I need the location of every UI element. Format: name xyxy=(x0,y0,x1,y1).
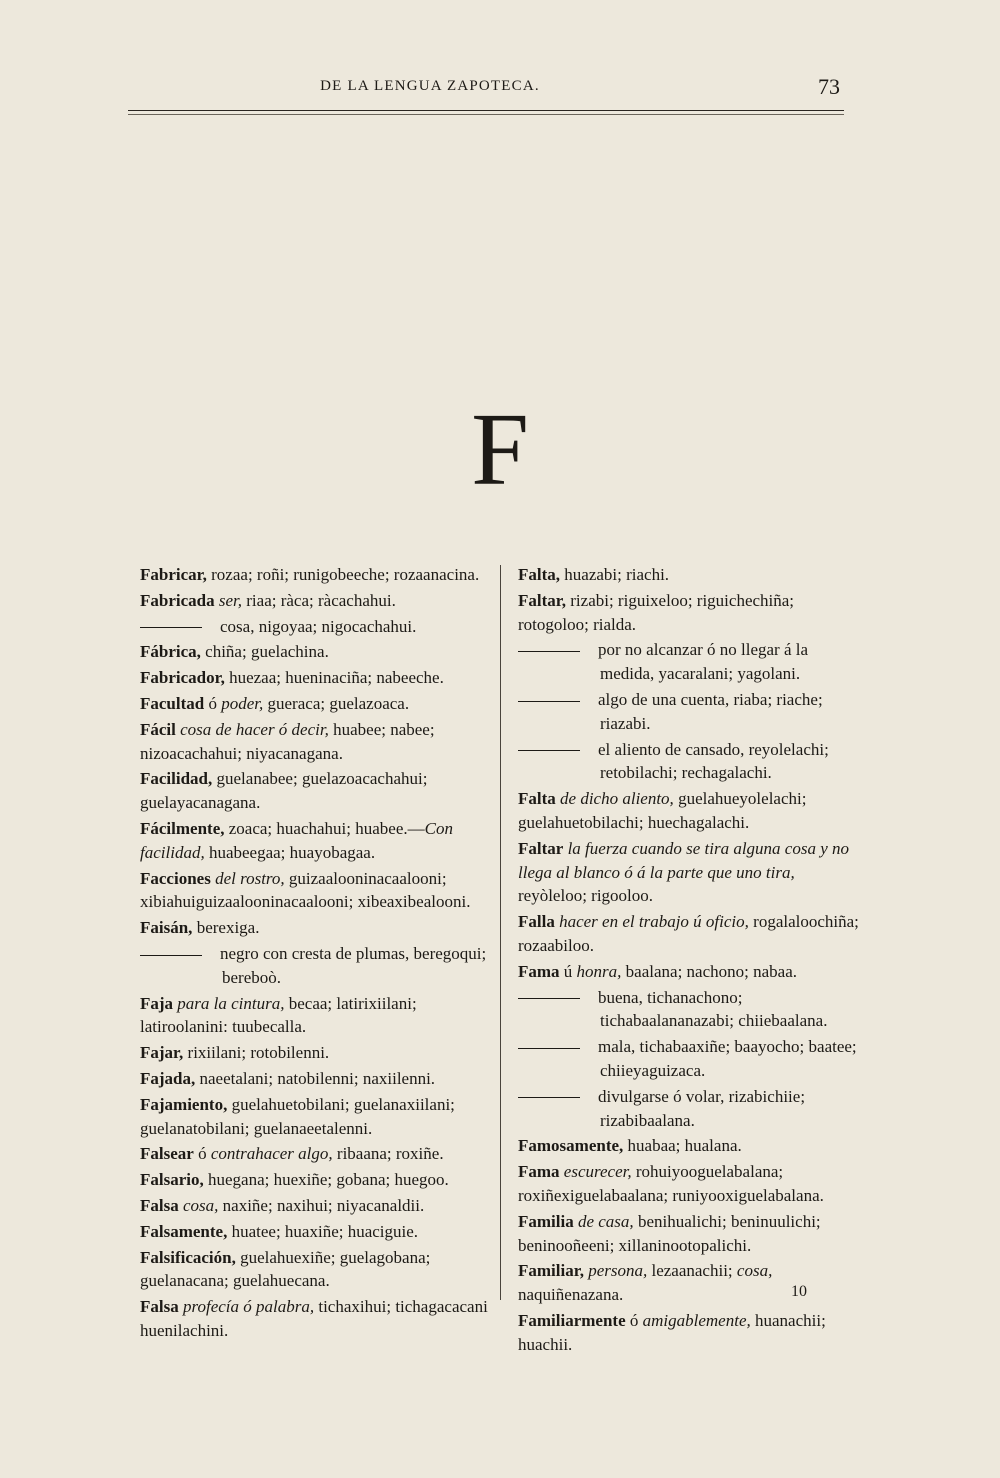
sub-entry xyxy=(518,638,864,686)
entry-gloss: de casa, xyxy=(573,1211,634,1231)
sub-entry xyxy=(518,688,864,736)
dictionary-entry xyxy=(140,767,488,815)
repeat-dash xyxy=(140,627,202,628)
entry-gloss: escurecer, xyxy=(559,1162,632,1182)
entry-gloss: del rostro, xyxy=(210,868,285,888)
entry-headword: Falsear xyxy=(140,1144,194,1164)
left-column xyxy=(140,563,488,1345)
dictionary-entry xyxy=(140,1142,488,1166)
section-letter: F xyxy=(471,392,529,507)
dictionary-entry xyxy=(518,589,864,637)
entry-headword: Fabricador, xyxy=(140,668,225,688)
repeat-dash xyxy=(518,701,580,702)
sub-entry xyxy=(518,1035,864,1083)
entry-translation: rogalaloochiña; rozaabiloo. xyxy=(518,912,859,955)
dictionary-entry xyxy=(518,1134,864,1158)
entry-translation: ó xyxy=(193,1144,211,1164)
entry-gloss: para la cintura, xyxy=(173,993,285,1013)
entry-headword: Fácil xyxy=(140,719,176,739)
entry-headword: Familiarmente xyxy=(518,1310,626,1330)
dictionary-entry xyxy=(140,867,488,915)
entry-gloss: por no alcanzar ó no llegar á la medida, xyxy=(598,640,809,684)
right-column xyxy=(518,563,864,1359)
dictionary-entry xyxy=(518,563,864,587)
dictionary-entry xyxy=(140,1246,488,1294)
entry-translation: rohuiyooguelabalana; roxiñexiguelabaalana; runiyooxiguelabalana. xyxy=(518,1162,824,1205)
repeat-dash xyxy=(518,1097,580,1098)
repeat-dash xyxy=(518,1048,580,1049)
entry-headword: Fábrica, xyxy=(140,642,201,662)
entry-headword: Fama xyxy=(518,961,560,981)
entry-headword: Faisán, xyxy=(140,918,193,938)
entry-headword: Facilidad, xyxy=(140,769,213,789)
entry-translation: zoaca; huachahui; huabee.— xyxy=(224,818,425,838)
entry-gloss: profecía ó palabra, xyxy=(178,1297,315,1317)
entry-headword: Facultad xyxy=(140,693,205,713)
entry-translation: huegana; huexiñe; gobana; huegoo. xyxy=(203,1170,449,1190)
entry-translation: guelahuetobilani; guelanaxiilani; guelanatobilani; guelanaeetalenni. xyxy=(140,1094,455,1138)
entry-translation-2: baalana; nachono; nabaa. xyxy=(621,961,797,981)
entry-gloss: hacer en el trabajo ú oficio, xyxy=(554,912,749,932)
dictionary-entry xyxy=(518,1309,864,1357)
entry-headword: Falta, xyxy=(518,565,561,584)
entry-translation-2: naquiñenazana. xyxy=(518,1285,624,1305)
dictionary-entry xyxy=(140,1067,488,1091)
sub-entry xyxy=(518,738,864,786)
dictionary-entry xyxy=(140,1295,488,1343)
entry-translation: nigoyaa; nigocachahui. xyxy=(254,616,417,636)
dictionary-entry xyxy=(140,589,488,613)
dictionary-entry xyxy=(140,992,488,1040)
entry-gloss: mala, xyxy=(598,1037,636,1057)
entry-gloss: la fuerza cuando se tira alguna cosa y no llega al blanco ó á la parte que uno tira, xyxy=(518,838,849,882)
dictionary-entry xyxy=(140,1194,488,1218)
entry-translation-2: ribaana; roxiñe. xyxy=(332,1144,444,1164)
entry-gloss: el aliento de cansado, xyxy=(598,739,745,759)
entry-gloss: divulgarse ó volar, xyxy=(598,1086,725,1106)
entry-gloss: algo de una cuenta, xyxy=(598,689,730,709)
entry-headword: Facciones xyxy=(140,868,211,888)
entry-translation: naxiñe; naxihui; niyacanaldii. xyxy=(218,1195,425,1215)
sub-entry xyxy=(518,1085,864,1133)
entry-headword: Familiar, xyxy=(518,1261,584,1281)
entry-gloss: cosa, xyxy=(220,616,255,636)
entry-translation: berexiga. xyxy=(192,918,260,938)
dictionary-entry xyxy=(518,960,864,984)
entry-headword: Faltar, xyxy=(518,590,567,610)
entry-gloss: cosa de hacer ó decir, xyxy=(175,719,329,739)
dictionary-entry xyxy=(518,837,864,908)
dictionary-entry xyxy=(140,916,488,940)
repeat-dash xyxy=(518,651,580,652)
page-number: 73 xyxy=(818,74,840,99)
entry-translation-2: gueraca; guelazoaca. xyxy=(263,693,410,713)
dictionary-entry xyxy=(140,1220,488,1244)
entry-translation: beregoqui; bereboò. xyxy=(222,943,487,987)
sub-entry xyxy=(140,615,488,639)
entry-translation: benihualichi; beninuulichi; beninooñeeni; xillaninootopalichi. xyxy=(518,1211,821,1255)
entry-headword: Fajamiento, xyxy=(140,1094,228,1114)
entry-translation: ó xyxy=(204,693,222,713)
dictionary-entry xyxy=(518,1210,864,1258)
entry-translation: ó xyxy=(625,1310,643,1330)
sub-entry xyxy=(140,942,488,990)
entry-headword: Faja xyxy=(140,993,174,1013)
entry-translation: reyolelachi; retobilachi; rechagalachi. xyxy=(600,739,829,783)
entry-translation: rizabichiie; rizabibaalana. xyxy=(600,1086,806,1130)
entry-translation: ú xyxy=(559,961,577,981)
entry-headword: Falta xyxy=(518,789,556,809)
signature-mark: 10 xyxy=(791,1283,807,1300)
entry-gloss: negro con cresta de plumas, xyxy=(220,943,410,963)
repeat-dash xyxy=(518,750,580,751)
entry-translation: guelahuexiñe; guelagobana; guelanacana; guelahuecana. xyxy=(140,1247,431,1291)
dictionary-entry xyxy=(518,910,864,958)
entry-headword: Falla xyxy=(518,912,555,932)
entry-gloss: buena, xyxy=(598,987,643,1007)
entry-translation: huazabi; riachi. xyxy=(560,565,670,584)
entry-headword: Falsa xyxy=(140,1195,179,1215)
running-title: DE LA LENGUA ZAPOTECA. xyxy=(320,78,540,94)
entry-headword: Faltar xyxy=(518,838,564,858)
dictionary-entry xyxy=(140,1041,488,1065)
entry-gloss-2: Con facilidad, xyxy=(140,818,453,862)
dictionary-entry xyxy=(518,787,864,835)
entry-translation: guelanabee; guelazoacachahui; guelayacanagana. xyxy=(140,769,428,813)
dictionary-entry xyxy=(140,563,488,587)
entry-headword: Falsificación, xyxy=(140,1247,236,1267)
entry-translation: tichanachono; tichabaalananazabi; chiiebaalana. xyxy=(600,987,828,1031)
entry-translation: riaa; ràca; ràcachahui. xyxy=(242,590,396,610)
entry-headword: Fabricar, xyxy=(140,565,207,584)
entry-translation: tichabaaxiñe; baayocho; baatee; chiieyaguizaca. xyxy=(600,1037,857,1080)
dictionary-entry xyxy=(140,692,488,716)
entry-translation: guizaalooninacaalooni; xibiahuiguizaalooninacaalooni; xibeaxibealooni. xyxy=(140,868,471,912)
entry-gloss-2: honra, xyxy=(576,961,622,981)
entry-gloss-2: cosa, xyxy=(736,1261,773,1281)
entry-translation: rixiilani; rotobilenni. xyxy=(183,1043,330,1063)
entry-translation: huabaa; hualana. xyxy=(623,1136,742,1156)
entry-headword: Fajada, xyxy=(140,1068,196,1088)
header-rule xyxy=(128,110,844,111)
entry-gloss: cosa, xyxy=(178,1195,219,1215)
entry-translation: reyòleloo; rigooloo. xyxy=(518,886,654,906)
entry-headword: Falsario, xyxy=(140,1170,204,1190)
entry-translation: naeetalani; natobilenni; naxiilenni. xyxy=(195,1068,436,1088)
header-rule-thin xyxy=(128,114,844,115)
dictionary-entry xyxy=(518,1259,864,1307)
dictionary-entry xyxy=(518,1160,864,1208)
entry-translation: riaba; riache; riazabi. xyxy=(600,689,823,733)
entry-translation: rozaa; roñi; runigobeeche; rozaanacina. xyxy=(206,565,480,584)
entry-headword: Fajar, xyxy=(140,1043,184,1063)
repeat-dash xyxy=(518,998,580,999)
entry-gloss: persona, xyxy=(583,1261,648,1281)
entry-translation: tichaxihui; tichagacacani huenilachini. xyxy=(140,1297,488,1340)
entry-headword: Falsamente, xyxy=(140,1221,228,1241)
entry-translation: becaa; latirixiilani; latiroolanini: tuubecalla. xyxy=(140,993,417,1037)
entry-translation: rizabi; riguixeloo; riguichechiña; rotogoloo; rialda. xyxy=(518,590,795,634)
entry-gloss-2: poder, xyxy=(221,693,264,713)
entry-translation-2: huabeegaa; huayobagaa. xyxy=(204,842,376,862)
dictionary-entry xyxy=(140,817,488,865)
entry-translation: huezaa; hueninaciña; nabeeche. xyxy=(224,668,444,688)
entry-translation: huatee; huaxiñe; huaciguie. xyxy=(227,1221,419,1241)
entry-gloss: ser, xyxy=(214,590,243,610)
dictionary-entry xyxy=(140,666,488,690)
entry-gloss-2: amigablemente, xyxy=(642,1310,751,1330)
entry-headword: Fácilmente, xyxy=(140,818,225,838)
entry-gloss: de dicho aliento, xyxy=(555,789,674,809)
repeat-dash xyxy=(140,955,202,956)
entry-headword: Fama xyxy=(518,1162,560,1182)
entry-gloss-2: contrahacer algo, xyxy=(210,1144,333,1164)
entry-translation: huabee; nabee; nizoacachahui; niyacanagana. xyxy=(140,719,435,763)
entry-translation-2: huanachii; huachii. xyxy=(518,1310,826,1354)
column-divider xyxy=(500,565,501,1300)
entry-headword: Famosamente, xyxy=(518,1136,624,1156)
entry-translation: guelahueyolelachi; guelahuetobilachi; huechagalachi. xyxy=(518,789,807,832)
sub-entry xyxy=(518,986,864,1034)
entry-translation: yacaralani; yagolani. xyxy=(654,664,801,684)
dictionary-entry xyxy=(140,1168,488,1192)
entry-headword: Familia xyxy=(518,1211,574,1231)
entry-headword: Fabricada xyxy=(140,590,215,610)
running-head xyxy=(130,76,850,100)
entry-translation: chiña; guelachina. xyxy=(200,642,329,662)
dictionary-entry xyxy=(140,718,488,766)
entry-translation: lezaanachii; xyxy=(647,1261,737,1281)
dictionary-entry xyxy=(140,1093,488,1141)
dictionary-entry xyxy=(140,640,488,664)
entry-headword: Falsa xyxy=(140,1297,179,1317)
